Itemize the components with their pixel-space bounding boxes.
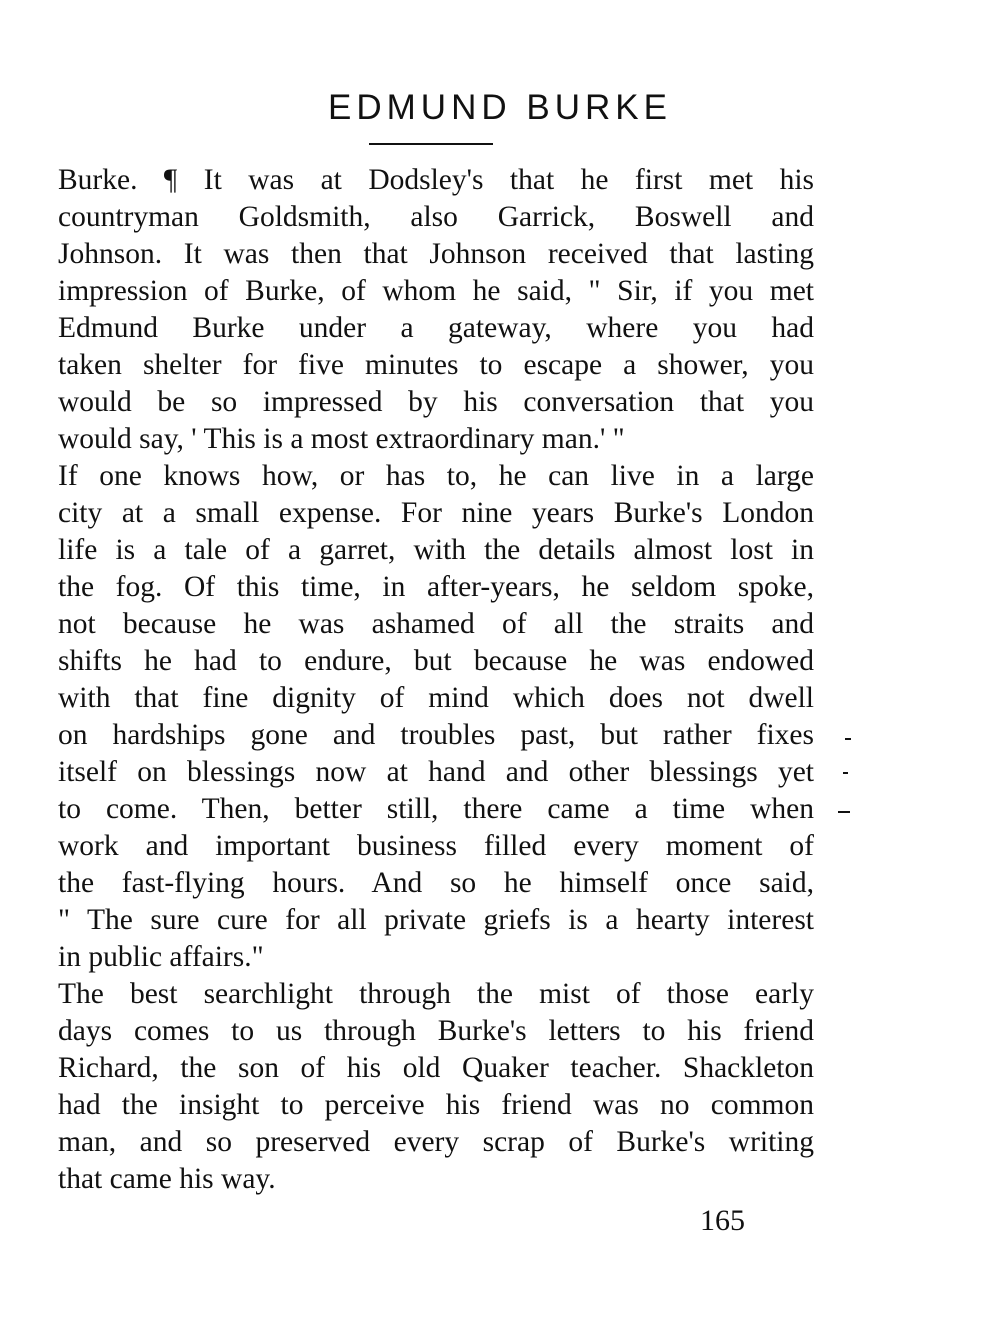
text-line: days comes to us through Burke's letters to his friend <box>58 1015 814 1047</box>
text-line: shifts he had to endure, but because he was endowed <box>58 645 814 677</box>
text-line: city at a small expense. For nine years Burke's London <box>58 497 814 529</box>
text-line: work and important business filled every moment of <box>58 830 814 862</box>
text-line: the fast-flying hours. And so he himself once said, <box>58 867 814 899</box>
text-line: taken shelter for five minutes to escape a shower, you <box>58 349 814 381</box>
text-line: life is a tale of a garret, with the details almost lost in <box>58 534 814 566</box>
text-line: impression of Burke, of whom he said, " Sir, if you met <box>58 275 814 307</box>
running-head: EDMUND BURKE <box>328 88 672 127</box>
text-line: itself on blessings now at hand and other blessings yet <box>58 756 814 788</box>
text-line: to come. Then, better still, there came a time when <box>58 793 814 825</box>
text-line: Edmund Burke under a gateway, where you had <box>58 312 814 344</box>
text-line: man, and so preserved every scrap of Burke's writing <box>58 1126 814 1158</box>
body-text <box>58 162 814 1198</box>
text-line: had the insight to perceive his friend was no common <box>58 1089 814 1121</box>
margin-mark <box>838 811 850 813</box>
text-line: would say, ' This is a most extraordinary man.' " <box>58 423 625 455</box>
page-number: 165 <box>700 1204 745 1237</box>
text-line: would be so impressed by his conversation that you <box>58 386 814 418</box>
text-line: that came his way. <box>58 1163 276 1195</box>
text-line: the fog. Of this time, in after-years, he seldom spoke, <box>58 571 814 603</box>
header-rule <box>369 143 493 145</box>
text-line: The best searchlight through the mist of those early <box>58 978 814 1010</box>
text-line: Johnson. It was then that Johnson received that lasting <box>58 238 814 270</box>
text-line: Burke. ¶ It was at Dodsley's that he first met his <box>58 164 814 196</box>
margin-mark <box>845 738 851 740</box>
text-line: on hardships gone and troubles past, but rather fixes <box>58 719 814 751</box>
text-line: " The sure cure for all private griefs is a hearty interest <box>58 904 814 936</box>
text-line: not because he was ashamed of all the straits and <box>58 608 814 640</box>
text-line: If one knows how, or has to, he can live in a large <box>58 460 814 492</box>
text-line: in public affairs." <box>58 941 264 973</box>
text-line: with that fine dignity of mind which does not dwell <box>58 682 814 714</box>
text-line: countryman Goldsmith, also Garrick, Boswell and <box>58 201 814 233</box>
text-line: Richard, the son of his old Quaker teacher. Shackleton <box>58 1052 814 1084</box>
margin-mark <box>843 772 848 774</box>
